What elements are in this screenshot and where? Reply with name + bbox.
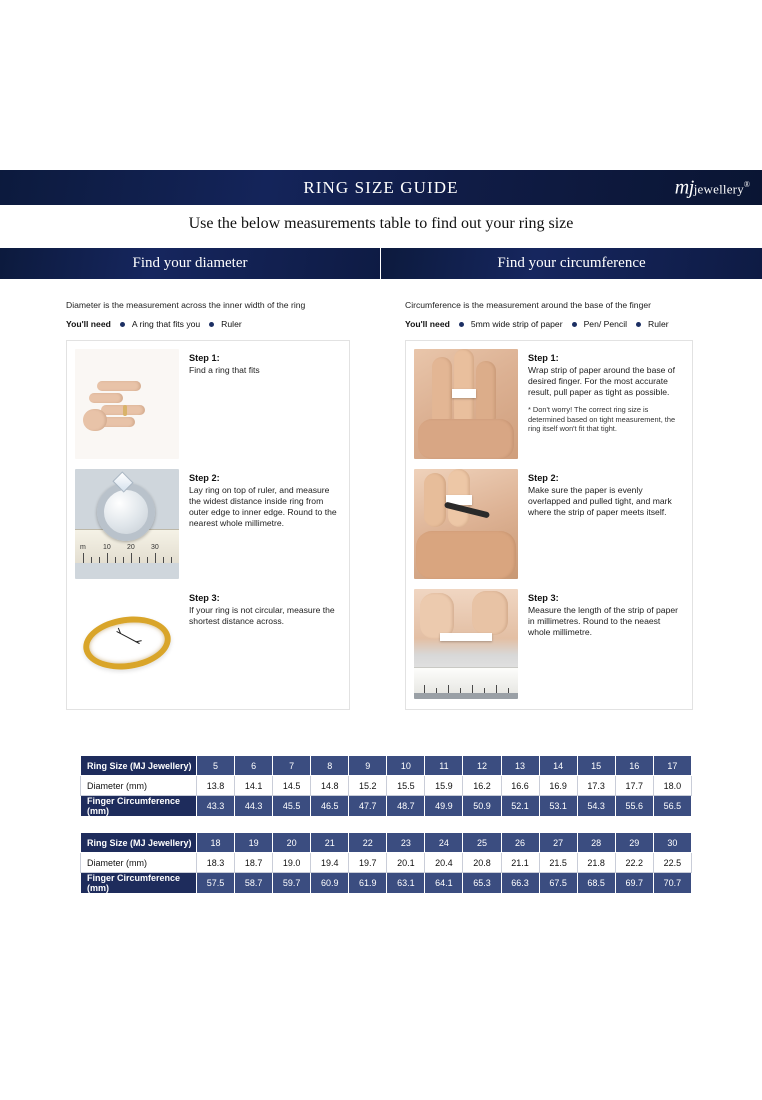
t1r2c6: 49.9 <box>425 796 463 817</box>
bullet-dot-icon <box>572 322 577 327</box>
t1r2c11: 55.6 <box>615 796 653 817</box>
circumference-step-2-body: Make sure the paper is evenly overlapped and pulled tight, and mark where the strip of paper meets itself. <box>528 485 672 517</box>
bullet-dot-icon <box>459 322 464 327</box>
diameter-column <box>0 295 381 710</box>
bullet-dot-icon <box>636 322 641 327</box>
diameter-step-2-body: Lay ring on top of ruler, and measure the widest distance inside ring from outer edge to inner edge. Round to the nearest whole millimetre. <box>189 485 337 528</box>
t1r0c1: 6 <box>235 756 273 776</box>
t1r2c8: 52.1 <box>501 796 539 817</box>
t1r2c2: 45.5 <box>273 796 311 817</box>
circumference-step-3-body: Measure the length of the strip of paper in millimetres. Round to the neaest whole millimetre. <box>528 605 679 637</box>
t2r2c2: 59.7 <box>273 873 311 894</box>
t2r1c12: 22.5 <box>653 853 691 873</box>
page-title: RING SIZE GUIDE <box>303 177 459 197</box>
diameter-requirements <box>66 319 367 329</box>
t2r2c7: 65.3 <box>463 873 501 894</box>
t1r1c2: 14.5 <box>273 776 311 796</box>
t2r1c2: 19.0 <box>273 853 311 873</box>
circumference-step-1-body: Wrap strip of paper around the base of desired finger. For the most accurate result, pull paper as tight as possible. <box>528 365 675 397</box>
diameter-need-item-0: A ring that fits you <box>131 319 201 329</box>
bullet-dot-icon <box>209 322 214 327</box>
t1r0c10: 15 <box>577 756 615 776</box>
t2r1c0: 18.3 <box>197 853 235 873</box>
t2r1c3: 19.4 <box>311 853 349 873</box>
hand-with-ring-image <box>75 349 179 459</box>
t2r1c1: 18.7 <box>235 853 273 873</box>
brand-logo <box>675 176 750 199</box>
diameter-step-1-title: Step 1: <box>189 353 220 363</box>
gold-ring-image <box>75 589 179 699</box>
table-row <box>81 756 692 776</box>
brand-mj-text: mj <box>674 176 694 198</box>
table-2-row-1-label: Diameter (mm) <box>81 853 197 873</box>
t2r2c4: 61.9 <box>349 873 387 894</box>
circumference-step-2-text <box>528 469 684 579</box>
t2r2c11: 69.7 <box>615 873 653 894</box>
t1r2c9: 53.1 <box>539 796 577 817</box>
t2r0c5: 23 <box>387 833 425 853</box>
t1r0c12: 17 <box>653 756 691 776</box>
t2r0c12: 30 <box>653 833 691 853</box>
diameter-step-2-text <box>189 469 341 579</box>
t1r0c2: 7 <box>273 756 311 776</box>
instruction-columns <box>0 295 762 710</box>
t1r1c6: 15.9 <box>425 776 463 796</box>
diameter-description: Diameter is the measurement across the inner width of the ring <box>66 300 306 310</box>
t2r1c7: 20.8 <box>463 853 501 873</box>
ring-on-ruler-image: m 10 20 30 <box>75 469 179 579</box>
diameter-need-label: You'll need <box>66 319 111 329</box>
subtitle-bar <box>0 205 762 243</box>
t1r1c7: 16.2 <box>463 776 501 796</box>
t1r1c5: 15.5 <box>387 776 425 796</box>
diameter-step-3 <box>75 589 341 699</box>
t2r1c5: 20.1 <box>387 853 425 873</box>
t1r2c3: 46.5 <box>311 796 349 817</box>
subtitle-text: Use the below measurements table to find out your ring size <box>188 215 574 232</box>
t1r0c5: 10 <box>387 756 425 776</box>
t2r2c10: 68.5 <box>577 873 615 894</box>
circumference-need-item-1: Pen/ Pencil <box>583 319 628 329</box>
t1r2c4: 47.7 <box>349 796 387 817</box>
circumference-step-3 <box>414 589 684 699</box>
t1r2c5: 48.7 <box>387 796 425 817</box>
t1r0c8: 13 <box>501 756 539 776</box>
t2r0c2: 20 <box>273 833 311 853</box>
t1r1c12: 18.0 <box>653 776 691 796</box>
t1r0c4: 9 <box>349 756 387 776</box>
diameter-step-3-body: If your ring is not circular, measure the shortest distance across. <box>189 605 335 626</box>
t1r0c7: 12 <box>463 756 501 776</box>
wrap-paper-around-finger-image <box>414 349 518 459</box>
size-table-2 <box>80 832 692 894</box>
bullet-dot-icon <box>120 322 125 327</box>
t1r2c10: 54.3 <box>577 796 615 817</box>
circumference-step-2 <box>414 469 684 579</box>
t1r1c4: 15.2 <box>349 776 387 796</box>
table-1-row-1-label: Diameter (mm) <box>81 776 197 796</box>
table-1-row-2-label: Finger Circumference (mm) <box>81 796 197 817</box>
t1r2c7: 50.9 <box>463 796 501 817</box>
circumference-requirements <box>405 319 748 329</box>
t2r2c5: 63.1 <box>387 873 425 894</box>
t2r0c0: 18 <box>197 833 235 853</box>
table-row <box>81 776 692 796</box>
t2r0c4: 22 <box>349 833 387 853</box>
circumference-step-1 <box>414 349 684 459</box>
t1r1c11: 17.7 <box>615 776 653 796</box>
table-row <box>81 853 692 873</box>
brand-jewellery-text: jewellery <box>693 181 744 196</box>
diameter-step-1-text <box>189 349 341 459</box>
t1r2c0: 43.3 <box>197 796 235 817</box>
diameter-need-item-1: Ruler <box>221 319 242 329</box>
t2r2c6: 64.1 <box>425 873 463 894</box>
t2r0c9: 27 <box>539 833 577 853</box>
t2r0c1: 19 <box>235 833 273 853</box>
diameter-step-3-title: Step 3: <box>189 593 220 603</box>
table-2-row-2-label: Finger Circumference (mm) <box>81 873 197 894</box>
t2r2c12: 70.7 <box>653 873 691 894</box>
circumference-step-1-text <box>528 349 684 459</box>
brand-registered-mark: ® <box>743 179 750 189</box>
t2r1c4: 19.7 <box>349 853 387 873</box>
column-heading-circumference: Find your circumference <box>381 248 762 279</box>
t2r0c3: 21 <box>311 833 349 853</box>
circumference-step-3-title: Step 3: <box>528 593 559 603</box>
circumference-step-1-note: * Don't worry! The correct ring size is determined based on tight measurement, the ring itself won't fit that tight. <box>528 405 676 434</box>
table-2-row-0-label: Ring Size (MJ Jewellery) <box>81 833 197 853</box>
t1r1c1: 14.1 <box>235 776 273 796</box>
circumference-step-1-title: Step 1: <box>528 353 559 363</box>
size-table-1 <box>80 755 692 817</box>
circumference-need-item-2: Ruler <box>648 319 669 329</box>
circumference-need-item-0: 5mm wide strip of paper <box>470 319 563 329</box>
t2r1c8: 21.1 <box>501 853 539 873</box>
t1r0c3: 8 <box>311 756 349 776</box>
t1r2c1: 44.3 <box>235 796 273 817</box>
t1r0c6: 11 <box>425 756 463 776</box>
t2r0c7: 25 <box>463 833 501 853</box>
mark-paper-overlap-image <box>414 469 518 579</box>
table-row <box>81 833 692 853</box>
t1r1c0: 13.8 <box>197 776 235 796</box>
t1r0c9: 14 <box>539 756 577 776</box>
header-bar <box>0 170 762 205</box>
circumference-steps-box <box>405 340 693 710</box>
table-row <box>81 873 692 894</box>
t2r1c6: 20.4 <box>425 853 463 873</box>
circumference-step-3-text <box>528 589 684 699</box>
size-tables <box>80 755 692 909</box>
t2r1c9: 21.5 <box>539 853 577 873</box>
t2r2c1: 58.7 <box>235 873 273 894</box>
circumference-step-2-title: Step 2: <box>528 473 559 483</box>
t2r0c8: 26 <box>501 833 539 853</box>
t2r0c6: 24 <box>425 833 463 853</box>
diameter-steps-box <box>66 340 350 710</box>
diameter-step-1-body: Find a ring that fits <box>189 365 260 375</box>
circumference-description: Circumference is the measurement around the base of the finger <box>405 300 652 310</box>
diameter-step-2 <box>75 469 341 579</box>
table-row <box>81 796 692 817</box>
circumference-need-label: You'll need <box>405 319 450 329</box>
t1r1c10: 17.3 <box>577 776 615 796</box>
t2r1c11: 22.2 <box>615 853 653 873</box>
t2r1c10: 21.8 <box>577 853 615 873</box>
t1r0c11: 16 <box>615 756 653 776</box>
measure-paper-on-ruler-image <box>414 589 518 699</box>
t2r2c3: 60.9 <box>311 873 349 894</box>
t1r1c8: 16.6 <box>501 776 539 796</box>
t2r0c11: 29 <box>615 833 653 853</box>
table-1-row-0-label: Ring Size (MJ Jewellery) <box>81 756 197 776</box>
t2r2c0: 57.5 <box>197 873 235 894</box>
column-heading-diameter: Find your diameter <box>0 248 381 279</box>
t1r1c3: 14.8 <box>311 776 349 796</box>
t2r2c9: 67.5 <box>539 873 577 894</box>
t1r0c0: 5 <box>197 756 235 776</box>
t1r1c9: 16.9 <box>539 776 577 796</box>
diameter-step-3-text <box>189 589 341 699</box>
t1r2c12: 56.5 <box>653 796 691 817</box>
circumference-column <box>381 295 762 710</box>
diameter-step-2-title: Step 2: <box>189 473 220 483</box>
t2r2c8: 66.3 <box>501 873 539 894</box>
t2r0c10: 28 <box>577 833 615 853</box>
column-headings-row <box>0 248 762 279</box>
diameter-step-1 <box>75 349 341 459</box>
